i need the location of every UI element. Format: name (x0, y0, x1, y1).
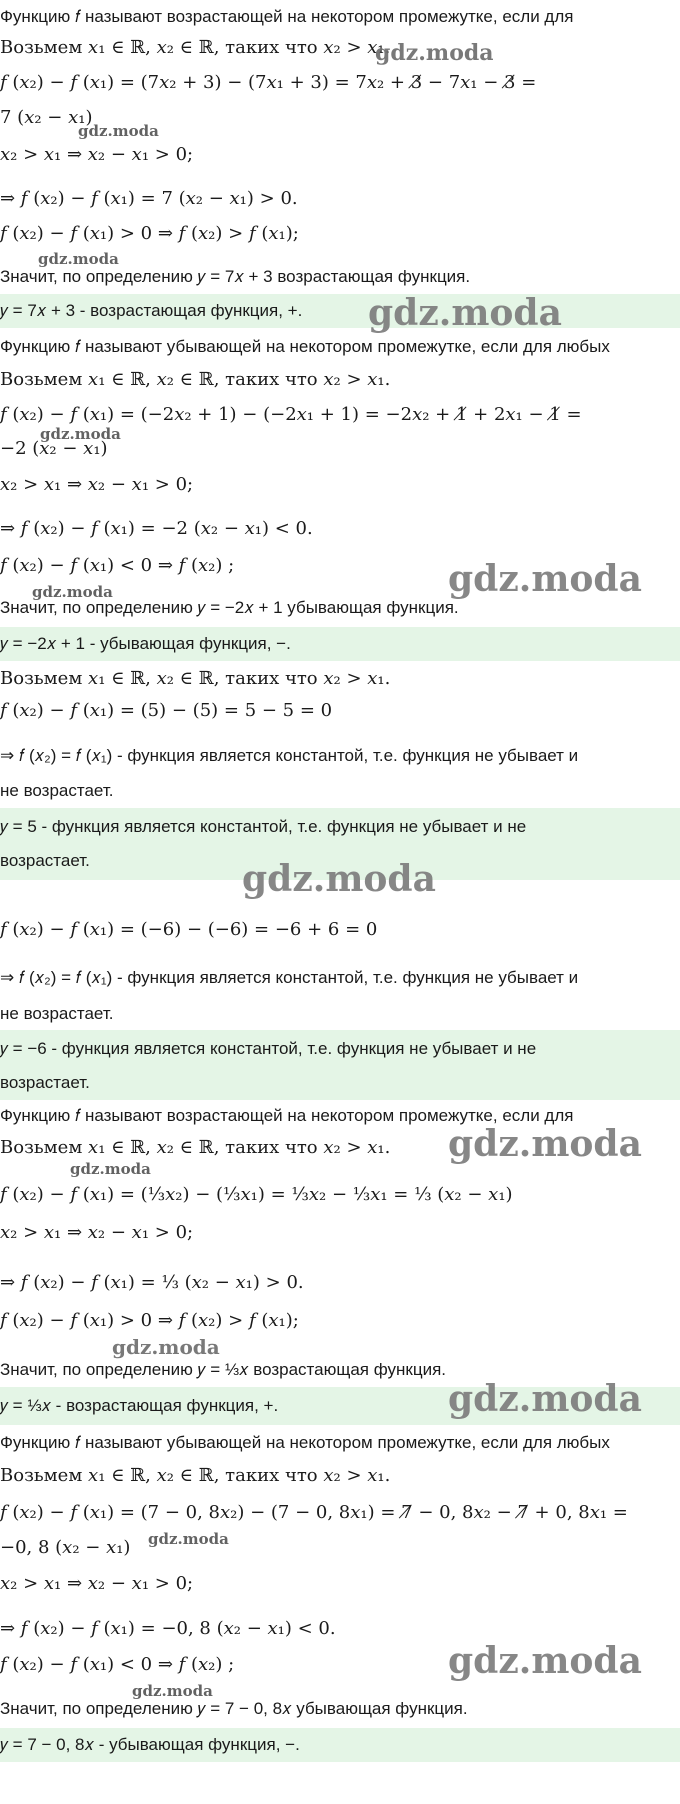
math-line: 𝑓 (𝑥₂) − 𝑓 (𝑥₁) = (⅓𝑥₂) − (⅓𝑥₁) = ⅓𝑥₂ − ⅓𝑥₁ = ⅓ (𝑥₂ − 𝑥₁) (0, 1184, 513, 1205)
answer-text: 𝑦 = 7 − 0, 8𝑥 - убывающая функция, −. (0, 1735, 300, 1754)
math-line: −0, 8 (𝑥₂ − 𝑥₁) (0, 1537, 131, 1558)
math-line: 7 (𝑥₂ − 𝑥₁) (0, 107, 93, 128)
text-line: Функцию 𝑓 называют убывающей на некотором промежутке, если для любых (0, 337, 610, 356)
watermark-logo: gdz.moda (448, 558, 642, 600)
watermark-logo: gdz.moda (448, 1378, 642, 1420)
answer-band (0, 1030, 680, 1100)
math-line: 𝑓 (𝑥₂) − 𝑓 (𝑥₁) = (7𝑥₂ + 3) − (7𝑥₁ + 3) = 7𝑥₂ + 3̸ − 7𝑥₁ − 3̸ = (0, 72, 537, 93)
math-line: 𝑓 (𝑥₂) − 𝑓 (𝑥₁) < 0 ⇒ 𝑓 (𝑥₂) ; (0, 555, 235, 576)
text-line: не возрастает. (0, 1004, 114, 1023)
math-line: Возьмем 𝑥₁ ∈ ℝ, 𝑥₂ ∈ ℝ, таких что 𝑥₂ > 𝑥₁. (0, 668, 391, 689)
math-line: Возьмем 𝑥₁ ∈ ℝ, 𝑥₂ ∈ ℝ, таких что 𝑥₂ > 𝑥₁. (0, 1465, 391, 1486)
text-line: Значит, по определению 𝑦 = 7𝑥 + 3 возрастающая функция. (0, 267, 471, 286)
answer-text: 𝑦 = 7𝑥 + 3 - возрастающая функция, +. (0, 301, 303, 320)
math-line: ⇒ 𝑓 (𝑥₂) − 𝑓 (𝑥₁) = ⅓ (𝑥₂ − 𝑥₁) > 0. (0, 1272, 304, 1293)
math-line: 𝑥₂ > 𝑥₁ ⇒ 𝑥₂ − 𝑥₁ > 0; (0, 1573, 194, 1594)
text-line: Значит, по определению 𝑦 = −2𝑥 + 1 убывающая функция. (0, 598, 459, 617)
answer-text: возрастает. (0, 851, 90, 870)
watermark-logo: gdz.moda (32, 583, 113, 601)
watermark-logo: gdz.moda (132, 1682, 213, 1700)
watermark-logo: gdz.moda (448, 1640, 642, 1682)
math-line: −2 (𝑥₂ − 𝑥₁) (0, 438, 108, 459)
math-line: Возьмем 𝑥₁ ∈ ℝ, 𝑥₂ ∈ ℝ, таких что 𝑥₂ > 𝑥₁. (0, 369, 391, 390)
math-line: 𝑓 (𝑥₂) − 𝑓 (𝑥₁) > 0 ⇒ 𝑓 (𝑥₂) > 𝑓 (𝑥₁); (0, 223, 299, 244)
math-line: ⇒ 𝑓 (𝑥₂) − 𝑓 (𝑥₁) = −2 (𝑥₂ − 𝑥₁) < 0. (0, 518, 313, 539)
answer-band (0, 294, 680, 328)
math-line: 𝑓 (𝑥₂) − 𝑓 (𝑥₁) > 0 ⇒ 𝑓 (𝑥₂) > 𝑓 (𝑥₁); (0, 1310, 299, 1331)
answer-text: 𝑦 = −6 - функция является константой, т.е. функция не убывает и не (0, 1039, 537, 1058)
answer-band (0, 1728, 680, 1762)
answer-text: 𝑦 = ⅓𝑥 - возрастающая функция, +. (0, 1396, 279, 1415)
watermark-logo: gdz.moda (112, 1335, 220, 1359)
watermark-logo: gdz.moda (78, 122, 159, 140)
text-line: ⇒ 𝑓 (𝑥₂) = 𝑓 (𝑥₁) - функция является константой, т.е. функция не убывает и (0, 746, 579, 765)
answer-text: 𝑦 = −2𝑥 + 1 - убывающая функция, −. (0, 634, 291, 653)
math-line: 𝑥₂ > 𝑥₁ ⇒ 𝑥₂ − 𝑥₁ > 0; (0, 1222, 194, 1243)
watermark-logo: gdz.moda (448, 1123, 642, 1165)
math-line: ⇒ 𝑓 (𝑥₂) − 𝑓 (𝑥₁) = 7 (𝑥₂ − 𝑥₁) > 0. (0, 188, 298, 209)
watermark-logo: gdz.moda (368, 292, 562, 334)
math-line: 𝑓 (𝑥₂) − 𝑓 (𝑥₁) = (5) − (5) = 5 − 5 = 0 (0, 700, 333, 721)
answer-text: возрастает. (0, 1073, 90, 1092)
math-line: 𝑓 (𝑥₂) − 𝑓 (𝑥₁) = (−2𝑥₂ + 1) − (−2𝑥₁ + 1) = −2𝑥₂ + 1̸ + 2𝑥₁ − 1̸ = (0, 404, 582, 425)
text-line: ⇒ 𝑓 (𝑥₂) = 𝑓 (𝑥₁) - функция является константой, т.е. функция не убывает и (0, 968, 579, 987)
math-line: 𝑥₂ > 𝑥₁ ⇒ 𝑥₂ − 𝑥₁ > 0; (0, 474, 194, 495)
text-line: Значит, по определению 𝑦 = ⅓𝑥 возрастающая функция. (0, 1360, 447, 1379)
watermark-logo: gdz.moda (375, 40, 494, 66)
math-line: ⇒ 𝑓 (𝑥₂) − 𝑓 (𝑥₁) = −0, 8 (𝑥₂ − 𝑥₁) < 0. (0, 1618, 336, 1639)
math-line: 𝑓 (𝑥₂) − 𝑓 (𝑥₁) < 0 ⇒ 𝑓 (𝑥₂) ; (0, 1654, 235, 1675)
answer-text: 𝑦 = 5 - функция является константой, т.е. функция не убывает и не (0, 817, 527, 836)
answer-band (0, 627, 680, 661)
math-line: 𝑥₂ > 𝑥₁ ⇒ 𝑥₂ − 𝑥₁ > 0; (0, 144, 194, 165)
watermark-logo: gdz.moda (38, 250, 119, 268)
text-line: Функцию 𝑓 называют возрастающей на некотором промежутке, если для (0, 1106, 574, 1125)
math-line: Возьмем 𝑥₁ ∈ ℝ, 𝑥₂ ∈ ℝ, таких что 𝑥₂ > 𝑥₁. (0, 1137, 391, 1158)
watermark-logo: gdz.moda (148, 1530, 229, 1548)
math-line: 𝑓 (𝑥₂) − 𝑓 (𝑥₁) = (7 − 0, 8𝑥₂) − (7 − 0, 8𝑥₁) = 7̸ − 0, 8𝑥₂ − 7̸ + 0, 8𝑥₁ = (0, 1502, 628, 1523)
watermark-logo: gdz.moda (40, 425, 121, 443)
math-line: 𝑓 (𝑥₂) − 𝑓 (𝑥₁) = (−6) − (−6) = −6 + 6 = 0 (0, 919, 378, 940)
math-line: Возьмем 𝑥₁ ∈ ℝ, 𝑥₂ ∈ ℝ, таких что 𝑥₂ > 𝑥₁. (0, 37, 391, 58)
text-line: Функцию 𝑓 называют убывающей на некотором промежутке, если для любых (0, 1433, 610, 1452)
text-line: Значит, по определению 𝑦 = 7 − 0, 8𝑥 убывающая функция. (0, 1699, 468, 1718)
text-line: Функцию 𝑓 называют возрастающей на некотором промежутке, если для (0, 7, 574, 26)
watermark-logo: gdz.moda (242, 858, 436, 900)
text-line: не возрастает. (0, 781, 114, 800)
watermark-logo: gdz.moda (70, 1160, 151, 1178)
